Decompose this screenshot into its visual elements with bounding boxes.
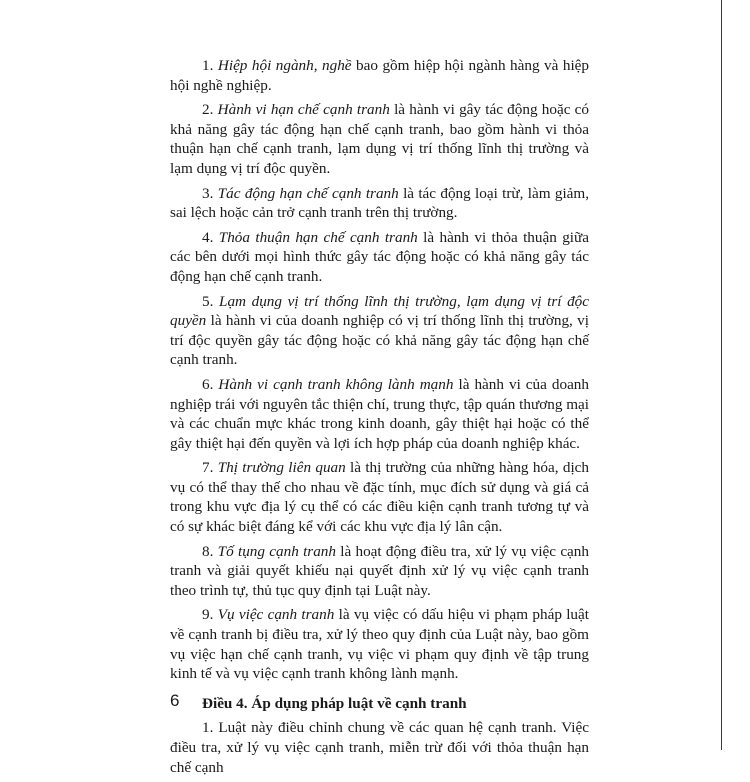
definition-paragraph [170,56,589,95]
defined-term: Lạm dụng vị trí thống lĩnh thị trường, lạm dụng vị trí độc quyền [170,292,589,330]
paragraph-number: 7. [202,459,214,477]
article-heading: Điều 4. Áp dụng pháp luật về cạnh tranh [202,694,467,712]
definition-text: là tác động loại trừ, làm giảm, sai lệch hoặc cản trở cạnh tranh trên thị trường. [170,184,590,222]
definition-text: là hoạt động điều tra, xử lý vụ việc cạnh tranh và giải quyết khiếu nại quyết định xử lý vụ việc cạnh tranh theo trình tự, thủ tục quy định tại Luật này. [170,542,589,599]
definition-paragraph [170,292,589,370]
definition-text: là hành vi của doanh nghiệp có vị trí thống lĩnh thị trường, vị trí độc quyền gây tác động hoặc có khả năng gây tác động hạn chế cạnh tranh. [170,312,589,369]
paragraph-number: 1. [202,57,214,74]
definition-text: là hành vi thỏa thuận giữa các bên dưới mọi hình thức gây tác động hoặc có khả năng gây tác động hạn chế cạnh tranh. [170,228,589,285]
page-number: 6 [170,691,180,710]
definition-paragraph [170,542,589,601]
defined-term: Tố tụng cạnh tranh [217,542,336,560]
definition-text: là hành vi gây tác động hoặc có khả năng gây tác động hạn chế cạnh tranh, bao gồm hành vi thỏa thuận hạn chế cạnh tranh, lạm dụng vị trí thống lĩnh thị trường và lạm dụng vị trí độc quyền. [170,101,590,177]
article-paragraph: 1. Luật này điều chỉnh chung về các quan hệ cạnh tranh. Việc điều tra, xử lý vụ việc cạnh tranh, miễn trừ đối với thỏa thuận hạn chế cạnh [170,719,589,776]
paragraph-number: 6. [202,375,214,393]
paragraph-number: 2. [202,101,214,119]
paragraph-number: 9. [202,606,214,624]
definition-paragraph [170,100,589,178]
defined-term: Vụ việc cạnh tranh [217,606,335,624]
definition-text: là thị trường của những hàng hóa, dịch vụ có thể thay thế cho nhau về đặc tính, mục đích sử dụng và giá cả trong khu vực địa lý cụ thể có các điều kiện cạnh tranh tương tự và có sự khác biệt đáng kể với các khu vực địa lý lân cận. [170,459,589,536]
definition-paragraph [170,375,589,453]
page-edge-line [721,0,722,750]
definition-text: là hành vi của doanh nghiệp trái với nguyên tắc thiện chí, trung thực, tập quán thương mại và các chuẩn mực khác trong kinh doanh, gây thiệt hại hoặc có thể gây thiệt hại đến quyền và lợi ích hợp pháp của doanh nghiệp khác. [170,375,589,452]
paragraph-number: 4. [202,228,214,246]
definition-paragraph [170,184,589,223]
definition-paragraph [170,228,589,287]
definition-paragraph [170,458,589,536]
defined-term: Tác động hạn chế cạnh tranh [217,184,399,202]
defined-term: Hành vi hạn chế cạnh tranh [217,101,390,119]
paragraph-number: 5. [202,292,214,310]
defined-term: Thỏa thuận hạn chế cạnh tranh [218,228,418,246]
definition-paragraph [170,605,589,683]
defined-term: Hiệp hội ngành, nghề [217,57,352,74]
page-body [170,56,589,782]
defined-term: Thị trường liên quan [217,459,346,477]
paragraph-number: 3. [202,184,214,202]
defined-term: Hành vi cạnh tranh không lành mạnh [218,375,454,393]
paragraph-number: 8. [202,542,214,560]
definition-text: là vụ việc có dấu hiệu vi phạm pháp luật về cạnh tranh bị điều tra, xử lý theo quy định của Luật này, bao gồm vụ việc hạn chế cạnh tranh, vụ việc vi phạm quy định về tập trung kinh tế và vụ việc cạnh tranh không lành mạnh. [170,606,589,683]
definition-text: bao gồm hiệp hội ngành hàng và hiệp hội nghề nghiệp. [170,57,590,94]
